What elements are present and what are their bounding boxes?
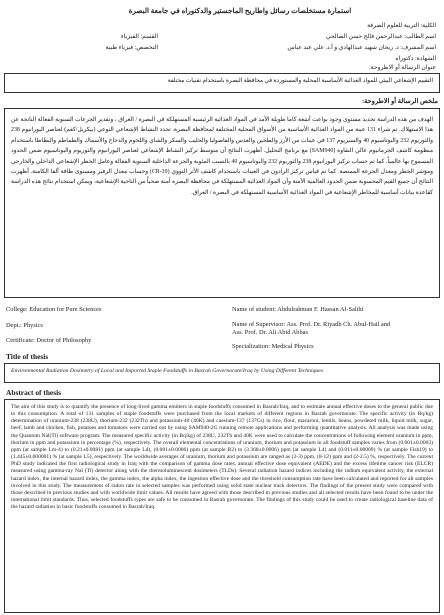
college-en: College: Education for Pure Sciences xyxy=(6,306,102,313)
abstract-text-ar: الهدف من هذه الدراسة تحديد مستوى وجود بواعث أشعة كاما طويلة الأمد في المواد الغذائية الرئيسية المستهلكة في البصرة / العراق ، وتقدير الجرعات السنوية الفعالة الناتجة عن هذا الاستهلاك. تم شراء 131 عينة من المواد الغذائية الأساسية من الأسواق المحلية المختلفة لمحافظة البصرة. تحدد النشاط الإشعاعي النوعي (بيكريل/كغم) لعناصر اليورانيوم 238 والثوريوم 232 والبوتاسيوم 40 والسيزيوم 137 في عينات من الأرز والطحين والعدس والفاصوليا والحليب والسكر والشاي واللحوم والدجاج والأسماك والطماطم والبطاطا باستخدام منظومة كاشف الجرمانيوم عالي النقاوة (SAM940) مع برنامج التحليل. أظهرت النتائج أن متوسط تركيز النشاط الإشعاعي لعناصر اليورانيوم والثوريوم والبوتاسيوم ضمن الحدود المسموح بها عالمياً. كما تم حساب تركيز اليورانيوم 238 والثوريوم 232 والبوتاسيوم 40 بالنسب المئوية والجرعة الداخلية السنوية الفعالة وعامل الخطر الإشعاعي الداخلي والخارجي ومؤشر الخطر ومعدل الجرعة الممتصة. كما تم قياس تركيز الرادون في العينات باستخدام كاشف الأثر النووي (CR-39) وحساب معدل الزفير ومستوى طاقة ألفا الكامنة. أظهرت النتائج أن جميع القيم المحسوبة ضمن الحدود العالمية الآمنة وأن المواد الغذائية المستهلكة في محافظة البصرة آمنة صحياً من الناحية الإشعاعية، ويمكن استخدام نتائج هذه الدراسة كقاعدة بيانات أساسية للمخاطر الإشعاعية في المواد الغذائية الأساسية المستهلكة في البصرة / العراق. xyxy=(11,117,434,196)
thesis-title-en: Environmental Radiation Dosimetry of Local and Imported Staple Foodstuffs in Basrah Governorate/Iraq by Using Different Techniques xyxy=(11,368,323,374)
title-label-ar: عنوان الرسالة أو الاطروحة: xyxy=(369,65,436,71)
student-en: Name of student: Abdulrahman F. Hassan Al-Salihi xyxy=(232,306,364,313)
student-name-ar: اسم الطالب: عبدالرحمن فالح حسن الصالحي xyxy=(325,34,436,40)
supervisor-ar: اسم المشرف: د. ريحان شهيد عبدالهادي و أ.د. علي عبد عباس xyxy=(287,45,436,51)
english-meta-right xyxy=(232,302,438,354)
college-ar: الكلية: التربية للعلوم الصرفة xyxy=(367,23,436,29)
specialization-en: Specialization: Medical Physics xyxy=(232,342,314,350)
specialization-ar: التخصص: فيزياء طبية xyxy=(105,45,158,51)
abstract-text-en: The aim of this study is to quantify the presence of long-lived gamma emitters in staple foodstuffs consumed in Basrah/Iraq, and to estimate annual effective doses to the general public due to this consumption. A total of 131 samples of staple foodstuffs were purchased from the local markets of different regions in Basrah governorate. The specific activity (in Bq/kg) determination of uranium-238 (238U), thorium-232 (232Th) and potassium-40 (40K) and caesium-137 (137Cs) in rice, flour, macaroni, lentils, beans, powdered milk, liquid milk, sugar, beef, lamb and chicken, fish, potatoes and tomatoes were carried out by using SAM940-2G running remote applications and performing quantitative analysis. All analysis was made using the Quantum Nal(Tl) software program. The measured specific activity (in Bq/kg) of 238U, 232Th and 40K were used to calculate the concentrations of following element uranium in ppm, thorium in ppm and potassium in percentage (%), respectively. The overall elemental concentrations of uranium, thorium and potassium in all foodstuff samples varies from (0.001±0.0003) ppm (at sample Lm-4) to (0.21±0.0081) ppm (at sample Ld), (0.001±0.0006) ppm (at sample R2) to (3.368±0.0006) ppm (at sample L4) and (0.011±0.00009) % (at sample Fish19) to (1.445±0.000001) % (at sample L5), respectively. The worldwide averages of uranium, thorium and potassium are ranged as (2-3) ppm, (8-12) ppm and (2-2.5) %, respectively. The current PhD study indicated the first radiological study in Iraq with the comparison of gamma dose rates, annual effective dose equivalent (AEDE) and the excess lifetime cancer risk (ELCR) measured using gamma-ray Nal (Tl) detector along with the thermoluminescent dosimeters (TLDs). Several radiation hazard indices including the radium equivalent activity, the external hazard index, the internal hazard index, the gamma index, the alpha index, the ingestion effective dose and the threshold consumption rate have been calculated and reported for all samples involved in this study. The measurement of radon rate in selected samples was performed using solid state nuclear track detectors. The findings of the present study were compared with those described in previous studies and with worldwide limit values. All results have agreed with those described in previous studies and all selected results have been found to be under the international limit standards. Thus, selected foodstuffs types are safe to be consumed in Basrah governorate. The findings of this study could be used to create radiological baseline data of the hazard radiation in basic foodstuffs consumed in Basrah/Iraq. xyxy=(11,404,433,511)
department-ar: القسم: الفيزياء xyxy=(120,34,158,40)
dept-en: Dept.: Physics xyxy=(6,321,43,329)
arabic-meta-left xyxy=(8,21,158,54)
thesis-title-ar: التقييم الإشعاعي البيئي للمواد الغذائية الأساسية المحلية والمستوردة في محافظة البصرة باستخدام تقنيات مختلفة xyxy=(167,78,433,84)
certificate-en: Certificate: Doctor of Philosophy xyxy=(6,337,92,344)
title-box-arabic xyxy=(4,73,440,93)
english-meta-left xyxy=(6,302,216,349)
title-heading-en: Title of thesis xyxy=(6,352,49,361)
degree-ar: الشهادة: دكتوراه xyxy=(395,56,436,62)
abstract-box-english xyxy=(4,399,440,613)
form-title-arabic: استمارة مستخلصات رسائل واطاريح الماجستير والدكتوراه في جامعة البصرة xyxy=(128,7,352,15)
title-box-english xyxy=(4,363,440,383)
abstract-heading-ar: ملخص الرسالة أو الاطروحة: xyxy=(361,98,438,105)
supervisor-en-2: Ass. Prof. Dr. Ali Abid Abbas xyxy=(232,328,308,336)
arabic-meta-right xyxy=(136,21,436,65)
supervisor-en-1: Name of Supervisor: Ass. Prof. Dr. Riyadh Ch. Abul-Hail and xyxy=(232,320,391,328)
abstract-box-arabic xyxy=(4,108,440,298)
abstract-heading-en: Abstract of thesis xyxy=(6,388,62,397)
